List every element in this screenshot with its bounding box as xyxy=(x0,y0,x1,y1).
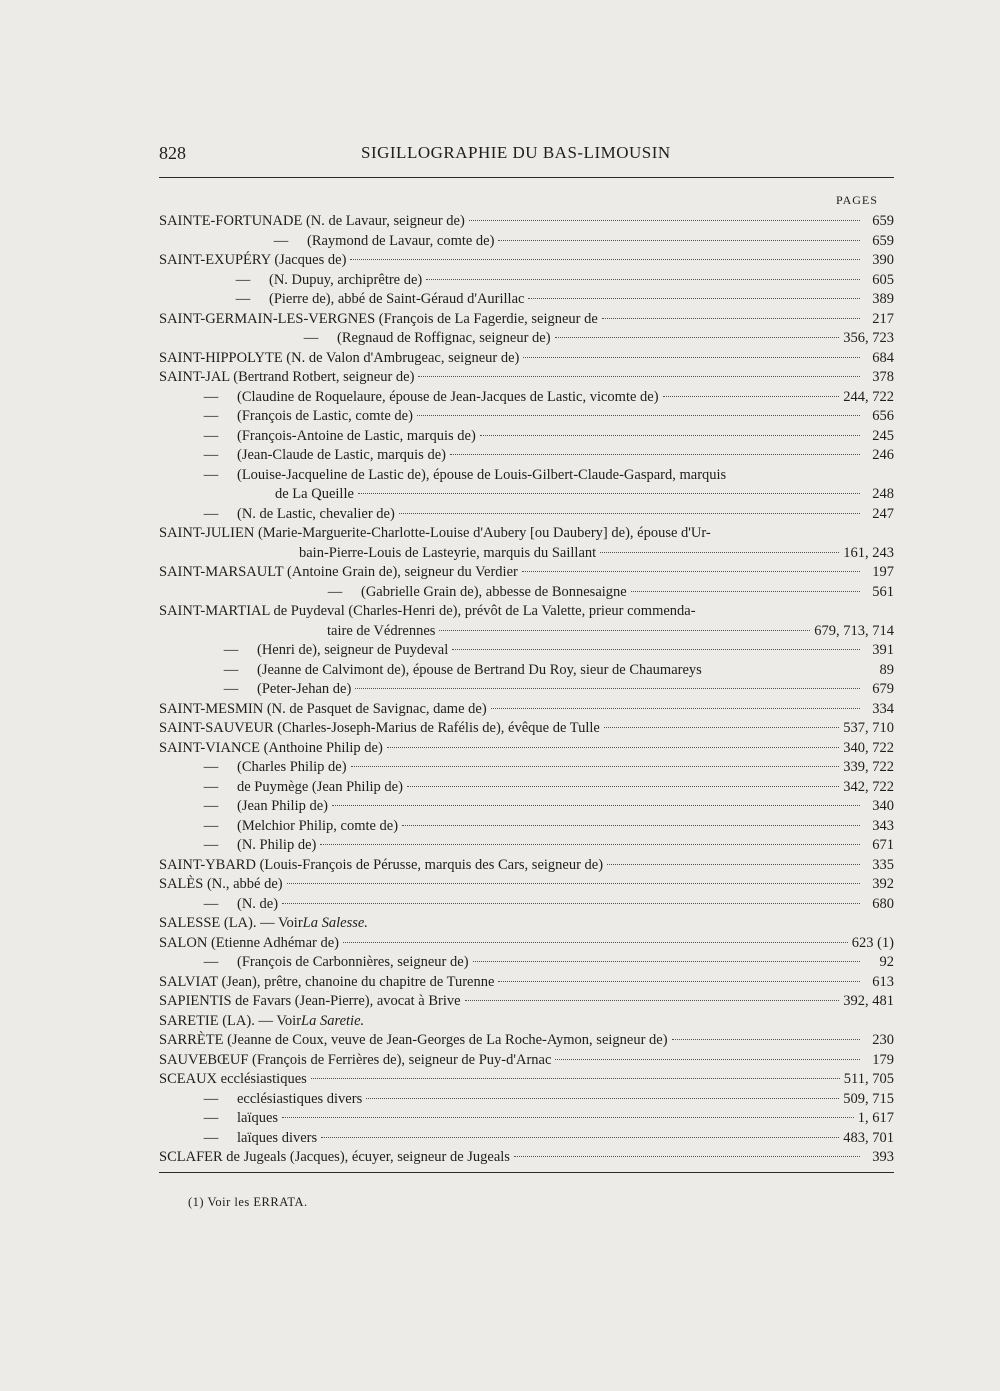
entry-dash: — xyxy=(203,408,219,424)
entry-dash: — xyxy=(203,1090,219,1107)
dot-leader xyxy=(418,376,860,377)
index-entry xyxy=(159,271,894,291)
index-entry xyxy=(159,934,894,954)
index-entry xyxy=(159,1129,894,1149)
entry-pages: 389 xyxy=(872,291,894,307)
index-entry xyxy=(159,1051,894,1071)
entry-pages: 1, 617 xyxy=(857,1110,894,1126)
dot-leader xyxy=(663,396,840,397)
index-entry xyxy=(159,875,894,895)
dot-leader xyxy=(343,942,848,943)
entry-text: (N. de) xyxy=(237,895,279,912)
entry-text: SAINT-MARSAULT (Antoine Grain de), seigneur du Verdier xyxy=(159,564,518,580)
index-list xyxy=(159,212,894,1168)
entry-text: (Jean-Claude de Lastic, marquis de) xyxy=(237,447,446,463)
index-entry xyxy=(159,524,894,544)
index-entry xyxy=(159,388,894,408)
dot-leader xyxy=(555,337,840,338)
entry-pages: 356, 723 xyxy=(843,330,894,346)
index-entry xyxy=(159,641,894,661)
entry-dash: — xyxy=(203,427,219,444)
index-entry xyxy=(159,973,894,993)
index-entry xyxy=(159,563,894,583)
index-entry xyxy=(159,758,894,778)
entry-dash: — xyxy=(203,1129,219,1146)
entry-pages: 684 xyxy=(872,349,894,366)
page-header xyxy=(159,143,894,169)
entry-pages: 390 xyxy=(872,252,894,268)
index-entry xyxy=(159,232,894,252)
index-entry xyxy=(159,290,894,310)
dot-leader xyxy=(555,1059,860,1060)
dot-leader xyxy=(465,1000,840,1001)
dot-leader xyxy=(350,259,860,260)
footnote: (1) Voir les ERRATA. xyxy=(188,1195,308,1209)
index-entry xyxy=(159,1031,894,1051)
index-entry xyxy=(159,817,894,837)
entry-pages: 605 xyxy=(872,271,894,288)
entry-dash: — xyxy=(203,505,219,522)
entry-dash: — xyxy=(223,661,239,678)
entry-dash: — xyxy=(203,388,219,405)
index-entry xyxy=(159,329,894,349)
dot-leader xyxy=(417,415,860,416)
index-entry xyxy=(159,602,894,622)
index-entry xyxy=(159,368,894,388)
dot-leader xyxy=(402,825,860,826)
entry-text: SALESSE (LA). — Voir xyxy=(159,915,303,931)
entry-dash: — xyxy=(327,583,343,600)
entry-text: SARETIE (LA). — Voir xyxy=(159,1012,302,1029)
pages-column-label: PAGES xyxy=(836,193,878,207)
entry-pages: 659 xyxy=(872,213,894,229)
dot-leader xyxy=(426,279,860,280)
index-entry xyxy=(159,914,894,934)
entry-pages: 343 xyxy=(872,817,894,834)
index-entry xyxy=(159,505,894,525)
entry-dash: — xyxy=(273,232,289,249)
dot-leader xyxy=(480,435,860,436)
entry-pages: 509, 715 xyxy=(843,1090,894,1107)
entry-text: (Raymond de Lavaur, comte de) xyxy=(307,232,495,249)
dot-leader xyxy=(491,708,860,709)
entry-pages: 245 xyxy=(872,427,894,444)
entry-text: (Charles Philip de) xyxy=(237,759,347,775)
entry-text: SAINTE-FORTUNADE (N. de Lavaur, seigneur de) xyxy=(159,213,465,229)
dot-leader xyxy=(387,747,839,748)
entry-pages: 161, 243 xyxy=(843,544,894,561)
index-entry xyxy=(159,895,894,915)
entry-pages: 537, 710 xyxy=(843,720,894,736)
dot-leader xyxy=(523,357,860,358)
entry-pages: 613 xyxy=(872,973,894,990)
entry-text: SCLAFER de Jugeals (Jacques), écuyer, seigneur de Jugeals xyxy=(159,1149,510,1165)
index-entry xyxy=(159,583,894,603)
index-entry xyxy=(159,778,894,798)
entry-text: SARRÈTE (Jeanne de Coux, veuve de Jean-Georges de La Roche-Aymon, seigneur de) xyxy=(159,1032,668,1048)
entry-dash: — xyxy=(203,837,219,853)
dot-leader xyxy=(672,1039,860,1040)
entry-text: (Gabrielle Grain de), abbesse de Bonnesaigne xyxy=(361,583,627,600)
entry-text: SAINT-EXUPÉRY (Jacques de) xyxy=(159,252,347,268)
index-entry xyxy=(159,1012,894,1032)
entry-text: (François-Antoine de Lastic, marquis de) xyxy=(237,427,476,444)
entry-pages: 335 xyxy=(872,856,894,873)
entry-dash: — xyxy=(223,642,239,658)
entry-text: (Pierre de), abbé de Saint-Géraud d'Aurillac xyxy=(269,291,525,307)
dot-leader xyxy=(320,844,860,845)
entry-text: de Puymège (Jean Philip de) xyxy=(237,778,403,795)
dot-leader xyxy=(452,649,860,650)
entry-pages: 342, 722 xyxy=(843,778,894,795)
dot-leader xyxy=(358,493,860,494)
entry-dash: — xyxy=(203,1110,219,1126)
entry-text: (N. Philip de) xyxy=(237,837,317,853)
entry-text: (Louise-Jacqueline de Lastic de), épouse de Louis-Gilbert-Claude-Gaspard, marquis xyxy=(237,466,727,483)
entry-text: (Peter-Jehan de) xyxy=(257,681,352,697)
dot-leader xyxy=(332,805,860,806)
entry-pages: 679, 713, 714 xyxy=(814,622,894,639)
dot-leader xyxy=(631,591,860,592)
entry-text: laïques divers xyxy=(237,1129,318,1146)
entry-dash: — xyxy=(203,759,219,775)
entry-text: SAINT-MESMIN (N. de Pasquet de Savignac, dame de) xyxy=(159,700,487,717)
running-title: SIGILLOGRAPHIE DU BAS-LIMOUSIN xyxy=(361,143,671,162)
entry-dash: — xyxy=(235,271,251,288)
dot-leader xyxy=(399,513,860,514)
entry-pages: 680 xyxy=(872,895,894,912)
index-entry xyxy=(159,622,894,642)
index-entry xyxy=(159,953,894,973)
index-entry xyxy=(159,544,894,564)
dot-leader xyxy=(498,240,860,241)
entry-pages: 511, 705 xyxy=(843,1071,894,1087)
entry-pages: 340, 722 xyxy=(843,739,894,756)
dot-leader xyxy=(498,981,860,982)
entry-text: laïques xyxy=(237,1110,279,1126)
index-entry xyxy=(159,485,894,505)
entry-pages: 656 xyxy=(872,408,894,424)
index-entry xyxy=(159,1109,894,1129)
index-entry xyxy=(159,446,894,466)
entry-dash: — xyxy=(303,330,319,346)
entry-cross-reference: La Saretie. xyxy=(301,1012,365,1029)
index-entry xyxy=(159,661,894,681)
entry-text: (Claudine de Roquelaure, épouse de Jean-Jacques de Lastic, vicomte de) xyxy=(237,388,659,405)
entry-pages: 339, 722 xyxy=(843,759,894,775)
dot-leader xyxy=(450,454,860,455)
entry-pages: 248 xyxy=(872,486,894,502)
entry-text: bain-Pierre-Louis de Lasteyrie, marquis du Saillant xyxy=(299,544,597,561)
index-entry xyxy=(159,700,894,720)
index-entry xyxy=(159,797,894,817)
dot-leader xyxy=(282,1117,854,1118)
entry-text: SAINT-YBARD (Louis-François de Pérusse, marquis des Cars, seigneur de) xyxy=(159,856,604,873)
entry-text: SCEAUX ecclésiastiques xyxy=(159,1071,307,1087)
dot-leader xyxy=(514,1156,860,1157)
entry-pages: 217 xyxy=(872,310,894,327)
entry-pages: 89 xyxy=(879,661,894,678)
index-entry xyxy=(159,992,894,1012)
dot-leader xyxy=(469,220,860,221)
entry-pages: 623 (1) xyxy=(851,934,894,951)
entry-pages: 340 xyxy=(872,798,894,814)
index-entry xyxy=(159,310,894,330)
index-entry xyxy=(159,856,894,876)
index-entry xyxy=(159,680,894,700)
entry-text: (N. Dupuy, archiprêtre de) xyxy=(269,271,423,288)
entry-text: SALVIAT (Jean), prêtre, chanoine du chapitre de Turenne xyxy=(159,973,495,990)
entry-dash: — xyxy=(235,291,251,307)
entry-pages: 679 xyxy=(872,681,894,697)
entry-text: SALON (Etienne Adhémar de) xyxy=(159,934,339,951)
dot-leader xyxy=(473,961,860,962)
dot-leader xyxy=(602,318,860,319)
dot-leader xyxy=(607,864,860,865)
entry-text: SALÈS (N., abbé de) xyxy=(159,876,283,892)
entry-text: ecclésiastiques divers xyxy=(237,1090,363,1107)
entry-text: SAPIENTIS de Favars (Jean-Pierre), avocat à Brive xyxy=(159,993,461,1009)
header-rule xyxy=(159,177,894,178)
entry-text: (Henri de), seigneur de Puydeval xyxy=(257,642,449,658)
entry-dash: — xyxy=(203,954,219,970)
entry-pages: 230 xyxy=(872,1032,894,1048)
entry-text: (Jean Philip de) xyxy=(237,798,329,814)
entry-pages: 334 xyxy=(872,700,894,717)
index-entry xyxy=(159,349,894,369)
entry-text: (N. de Lastic, chevalier de) xyxy=(237,505,395,522)
entry-text: (Melchior Philip, comte de) xyxy=(237,817,399,834)
dot-leader xyxy=(604,727,839,728)
entry-text: (François de Lastic, comte de) xyxy=(237,408,413,424)
entry-pages: 659 xyxy=(872,232,894,249)
entry-pages: 244, 722 xyxy=(843,388,894,405)
footnote-rule xyxy=(159,1172,894,1173)
entry-text: SAINT-HIPPOLYTE (N. de Valon d'Ambrugeac, seigneur de) xyxy=(159,349,520,366)
entry-dash: — xyxy=(203,798,219,814)
dot-leader xyxy=(528,298,860,299)
dot-leader xyxy=(321,1137,839,1138)
dot-leader xyxy=(287,883,860,884)
entry-text: SAUVEBŒUF (François de Ferrières de), seigneur de Puy-d'Arnac xyxy=(159,1051,552,1068)
entry-text: de La Queille xyxy=(275,486,354,502)
entry-dash: — xyxy=(203,778,219,795)
entry-text: (Regnaud de Roffignac, seigneur de) xyxy=(337,330,551,346)
entry-text: taire de Védrennes xyxy=(327,622,436,639)
page-number: 828 xyxy=(159,143,186,163)
index-entry xyxy=(159,251,894,271)
entry-pages: 393 xyxy=(872,1149,894,1165)
index-entry xyxy=(159,1148,894,1168)
dot-leader xyxy=(600,552,839,553)
index-entry xyxy=(159,739,894,759)
entry-pages: 392, 481 xyxy=(843,993,894,1009)
entry-dash: — xyxy=(203,447,219,463)
entry-dash: — xyxy=(203,466,219,483)
index-entry xyxy=(159,1090,894,1110)
index-entry xyxy=(159,1070,894,1090)
entry-cross-reference: La Salesse. xyxy=(302,915,368,931)
entry-text: (François de Carbonnières, seigneur de) xyxy=(237,954,469,970)
dot-leader xyxy=(522,571,860,572)
dot-leader xyxy=(311,1078,840,1079)
entry-pages: 483, 701 xyxy=(843,1129,894,1146)
index-entry xyxy=(159,836,894,856)
entry-text: SAINT-VIANCE (Anthoine Philip de) xyxy=(159,739,383,756)
index-entry xyxy=(159,719,894,739)
entry-pages: 391 xyxy=(872,642,894,658)
index-entry xyxy=(159,427,894,447)
index-entry xyxy=(159,407,894,427)
entry-pages: 179 xyxy=(872,1051,894,1068)
dot-leader xyxy=(351,766,840,767)
dot-leader xyxy=(366,1098,839,1099)
entry-text: SAINT-SAUVEUR (Charles-Joseph-Marius de Rafélis de), évêque de Tulle xyxy=(159,720,600,736)
entry-pages: 671 xyxy=(872,837,894,853)
entry-pages: 92 xyxy=(879,954,894,970)
entry-pages: 247 xyxy=(872,505,894,522)
entry-pages: 561 xyxy=(872,583,894,600)
entry-dash: — xyxy=(223,681,239,697)
dot-leader xyxy=(407,786,839,787)
entry-text: SAINT-JAL (Bertrand Rotbert, seigneur de) xyxy=(159,369,415,385)
entry-pages: 392 xyxy=(872,876,894,892)
entry-dash: — xyxy=(203,895,219,912)
entry-text: (Jeanne de Calvimont de), épouse de Bertrand Du Roy, sieur de Chaumareys xyxy=(257,661,702,678)
entry-text: SAINT-MARTIAL de Puydeval (Charles-Henri de), prévôt de La Valette, prieur commenda- xyxy=(159,603,696,619)
entry-dash: — xyxy=(203,817,219,834)
index-entry xyxy=(159,212,894,232)
entry-text: SAINT-GERMAIN-LES-VERGNES (François de La Fagerdie, seigneur de xyxy=(159,310,598,327)
index-entry xyxy=(159,466,894,486)
entry-pages: 378 xyxy=(872,369,894,385)
dot-leader xyxy=(439,630,810,631)
entry-text: SAINT-JULIEN (Marie-Marguerite-Charlotte-Louise d'Aubery [ou Daubery] de), épouse d'Ur- xyxy=(159,525,711,541)
dot-leader xyxy=(282,903,860,904)
entry-pages: 197 xyxy=(872,564,894,580)
entry-pages: 246 xyxy=(872,447,894,463)
dot-leader xyxy=(355,688,860,689)
